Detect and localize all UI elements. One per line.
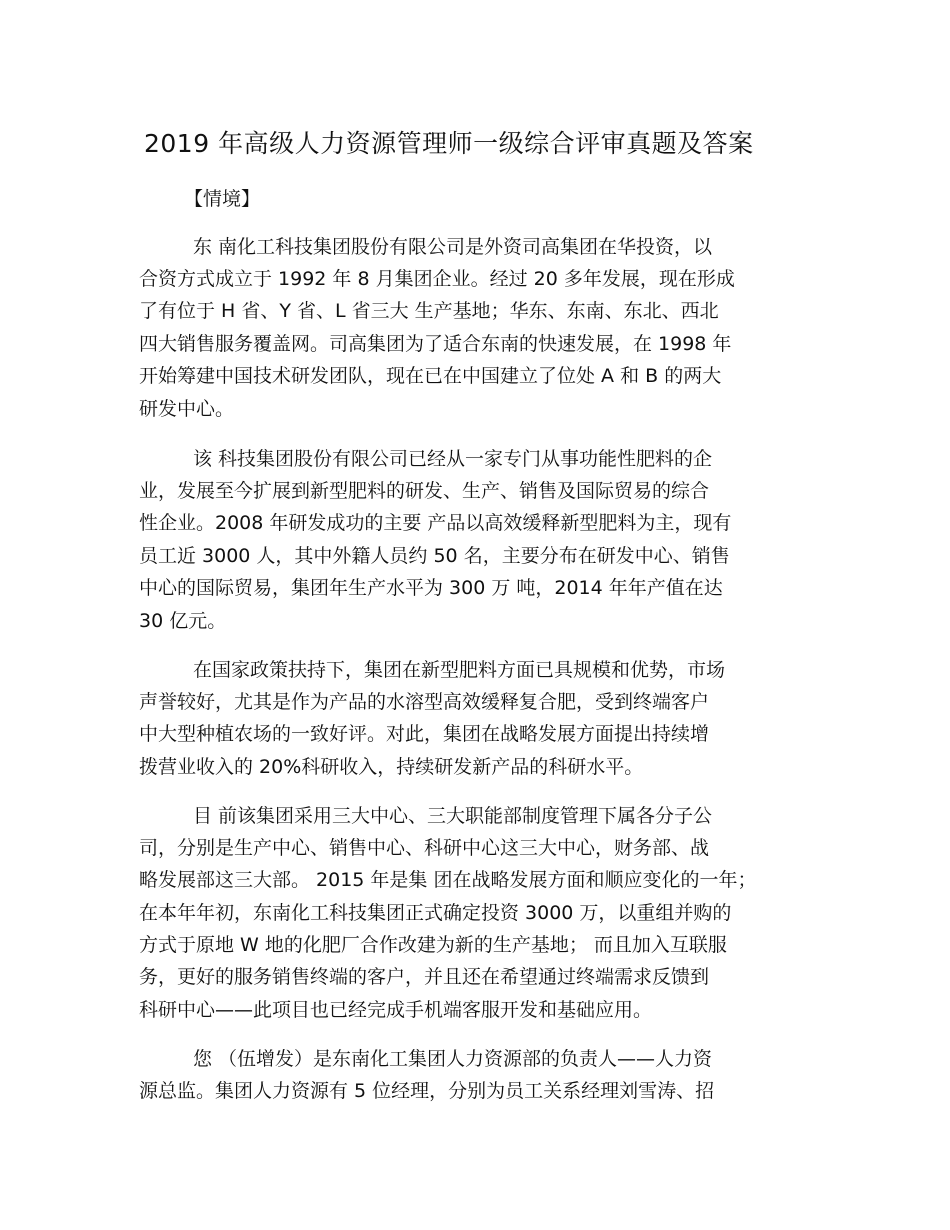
paragraph-line: 拨营业收入的 20%科研收入，持续研发新产品的科研水平。: [139, 756, 644, 778]
paragraph-line: 略发展部这三大部。 2015 年是集 团在战略发展方面和顺应变化的一年；: [139, 869, 757, 891]
paragraph-line: 方式于原地 W 地的化肥厂合作改建为新的生产基地； 而且加入互联服: [139, 934, 727, 956]
paragraph-line: 了有位于 H 省、Y 省、L 省三大 生产基地；华东、东南、东北、西北: [139, 300, 719, 322]
document-title: 2019 年高级人力资源管理师一级综合评审真题及答案: [144, 129, 754, 158]
paragraph-line: 员工近 3000 人，其中外籍人员约 50 名，主要分布在研发中心、销售: [139, 545, 730, 567]
paragraph-line: 性企业。2008 年研发成功的主要 产品以高效缓释新型肥料为主，现有: [139, 512, 732, 534]
paragraph-line: 开始筹建中国技术研发团队，现在已在中国建立了位处 A 和 B 的两大: [139, 365, 722, 387]
paragraph-line: 在本年年初，东南化工科技集团正式确定投资 3000 万，以重组并购的: [139, 902, 732, 924]
paragraph-line: 司，分别是生产中心、销售中心、科研中心这三大中心，财务部、战: [139, 837, 710, 859]
paragraph-line: 研发中心。: [139, 398, 235, 420]
paragraph-line: 该 科技集团股份有限公司已经从一家专门从事功能性肥料的企: [193, 448, 713, 470]
paragraph-line: 务，更好的服务销售终端的客户，并且还在希望通过终端需求反馈到: [139, 966, 710, 988]
paragraph-line: 声誉较好，尤其是作为产品的水溶型高效缓释复合肥，受到终端客户: [139, 691, 710, 713]
paragraph-line: 业，发展至今扩展到新型肥料的研发、生产、销售及国际贸易的综合: [139, 480, 710, 502]
paragraph-line: 在国家政策扶持下，集团在新型肥料方面已具规模和优势，市场: [193, 659, 726, 681]
paragraph-line: 合资方式成立于 1992 年 8 月集团企业。经过 20 多年发展，现在形成: [139, 268, 735, 290]
paragraph-line: 您 （伍增发）是东南化工集团人力资源部的负责人——人力资: [193, 1048, 713, 1070]
paragraph-line: 源总监。集团人力资源有 5 位经理，分别为员工关系经理刘雪涛、招: [139, 1080, 715, 1102]
paragraph-line: 四大销售服务覆盖网。司高集团为了适合东南的快速发展，在 1998 年: [139, 333, 732, 355]
paragraph-line: 科研中心——此项目也已经完成手机端客服开发和基础应用。: [139, 999, 653, 1021]
section-heading: 【情境】: [184, 188, 261, 210]
paragraph-line: 中大型种植农场的一致好评。对此，集团在战略发展方面提出持续增: [139, 723, 710, 745]
paragraph-line: 中心的国际贸易，集团年生产水平为 300 万 吨，2014 年年产值在达: [139, 577, 723, 599]
paragraph-line: 30 亿元。: [139, 610, 227, 632]
paragraph-line: 目 前该集团采用三大中心、三大职能部制度管理下属各分子公: [193, 805, 713, 827]
paragraph-line: 东 南化工科技集团股份有限公司是外资司高集团在华投资，以: [193, 236, 713, 258]
